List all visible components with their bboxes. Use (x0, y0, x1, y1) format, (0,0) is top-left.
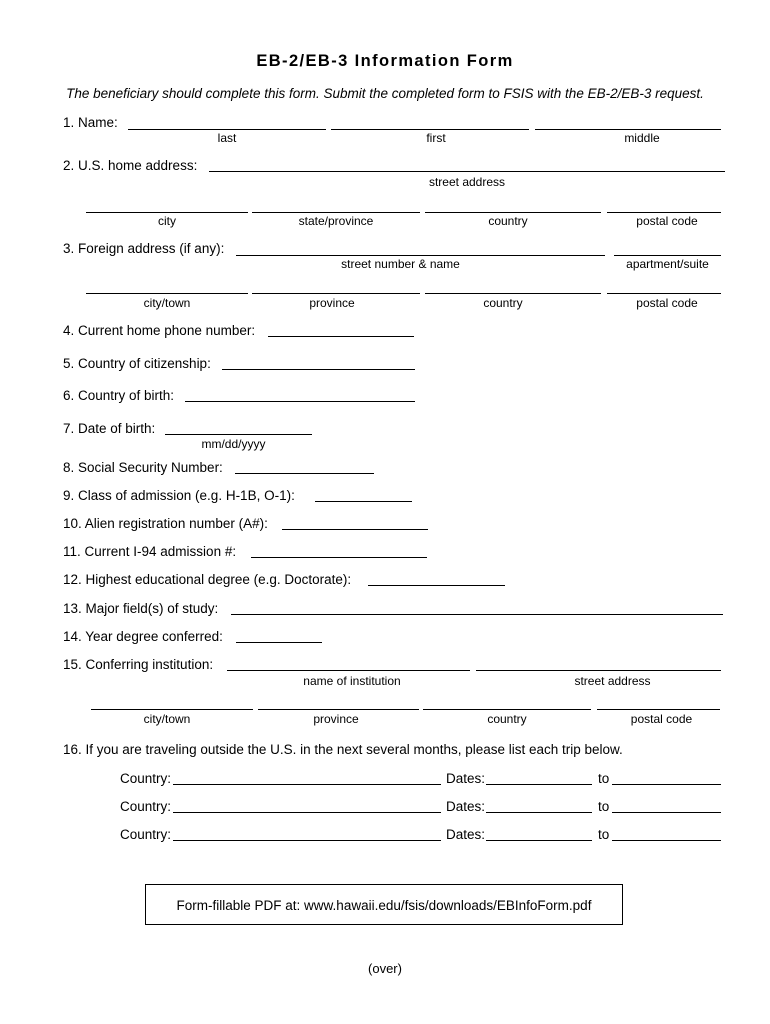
degree-label: 12. Highest educational degree (e.g. Doctorate): (63, 572, 352, 587)
phone-label: 4. Current home phone number: (63, 323, 256, 338)
trip-country-label: Country: (120, 771, 172, 786)
citizenship-label: 5. Country of citizenship: (63, 356, 211, 371)
foreign-country-sublabel: country (483, 296, 523, 310)
first-name-field[interactable] (331, 129, 529, 130)
foreign-province-sublabel: province (309, 296, 355, 310)
major-field[interactable] (231, 614, 723, 615)
dob-field[interactable] (165, 434, 312, 435)
trip-3-dates-to-field[interactable] (612, 840, 721, 841)
institution-postal-sublabel: postal code (630, 712, 693, 726)
birth-country-label: 6. Country of birth: (63, 388, 175, 403)
institution-postal-field[interactable] (597, 709, 720, 710)
ssn-field[interactable] (235, 473, 374, 474)
middle-sublabel: middle (624, 131, 660, 145)
name-label: 1. Name: (63, 115, 118, 130)
us-country-field[interactable] (425, 212, 601, 213)
foreign-city-sublabel: city/town (143, 296, 191, 310)
form-instructions: The beneficiary should complete this form. Submit the completed form to FSIS with the EB-2/EB-3 request. (66, 86, 704, 101)
trip-to-label: to (598, 771, 610, 786)
trip-3-dates-from-field[interactable] (486, 840, 592, 841)
foreign-address-label: 3. Foreign address (if any): (63, 241, 225, 256)
institution-country-sublabel: country (487, 712, 527, 726)
institution-street-field[interactable] (476, 670, 721, 671)
trip-1-dates-to-field[interactable] (612, 784, 721, 785)
class-admission-field[interactable] (315, 501, 412, 502)
institution-city-field[interactable] (91, 709, 253, 710)
trip-3-country-field[interactable] (173, 840, 441, 841)
us-postal-sublabel: postal code (636, 214, 698, 228)
us-city-sublabel: city (158, 214, 176, 228)
birth-country-field[interactable] (185, 401, 415, 402)
trip-dates-label: Dates: (446, 771, 486, 786)
dob-format-sublabel: mm/dd/yyyy (201, 437, 266, 451)
us-street-sublabel: street address (428, 175, 506, 189)
major-label: 13. Major field(s) of study: (63, 601, 219, 616)
trip-dates-label: Dates: (446, 799, 486, 814)
fillable-pdf-box (145, 884, 623, 925)
us-country-sublabel: country (488, 214, 528, 228)
foreign-country-field[interactable] (425, 293, 601, 294)
travel-label: 16. If you are traveling outside the U.S. in the next several months, please list each trip below. (63, 742, 623, 757)
i94-field[interactable] (251, 557, 427, 558)
trip-to-label: to (598, 799, 610, 814)
first-sublabel: first (426, 131, 446, 145)
institution-city-sublabel: city/town (143, 712, 191, 726)
institution-label: 15. Conferring institution: (63, 657, 214, 672)
institution-province-field[interactable] (258, 709, 419, 710)
degree-field[interactable] (368, 585, 505, 586)
last-sublabel: last (217, 131, 237, 145)
dob-label: 7. Date of birth: (63, 421, 156, 436)
ssn-label: 8. Social Security Number: (63, 460, 223, 475)
over-note: (over) (368, 961, 402, 976)
foreign-postal-sublabel: postal code (636, 296, 698, 310)
trip-2-dates-to-field[interactable] (612, 812, 721, 813)
us-street-field[interactable] (209, 171, 725, 172)
trip-1-country-field[interactable] (173, 784, 441, 785)
us-state-sublabel: state/province (298, 214, 374, 228)
class-admission-label: 9. Class of admission (e.g. H-1B, O-1): (63, 488, 295, 503)
phone-field[interactable] (268, 336, 414, 337)
year-conferred-label: 14. Year degree conferred: (63, 629, 223, 644)
year-conferred-field[interactable] (236, 642, 322, 643)
alien-number-label: 10. Alien registration number (A#): (63, 516, 268, 531)
trip-2-dates-from-field[interactable] (486, 812, 592, 813)
trip-to-label: to (598, 827, 610, 842)
fillable-pdf-link[interactable]: Form-fillable PDF at: www.hawaii.edu/fsis/downloads/EBInfoForm.pdf (176, 898, 592, 913)
alien-number-field[interactable] (282, 529, 428, 530)
foreign-apt-sublabel: apartment/suite (626, 257, 709, 271)
trip-country-label: Country: (120, 799, 172, 814)
foreign-province-field[interactable] (252, 293, 420, 294)
foreign-street-field[interactable] (236, 255, 605, 256)
institution-name-sublabel: name of institution (303, 674, 401, 688)
us-state-field[interactable] (252, 212, 420, 213)
institution-country-field[interactable] (423, 709, 591, 710)
trip-country-label: Country: (120, 827, 172, 842)
institution-province-sublabel: province (313, 712, 359, 726)
i94-label: 11. Current I-94 admission #: (63, 544, 237, 559)
trip-1-dates-from-field[interactable] (486, 784, 592, 785)
citizenship-field[interactable] (222, 369, 415, 370)
us-postal-field[interactable] (607, 212, 721, 213)
trip-2-country-field[interactable] (173, 812, 441, 813)
form-title: EB-2/EB-3 Information Form (256, 52, 514, 70)
institution-street-sublabel: street address (574, 674, 651, 688)
us-address-label: 2. U.S. home address: (63, 158, 198, 173)
foreign-postal-field[interactable] (607, 293, 721, 294)
middle-name-field[interactable] (535, 129, 721, 130)
us-city-field[interactable] (86, 212, 248, 213)
foreign-apt-field[interactable] (614, 255, 721, 256)
trip-dates-label: Dates: (446, 827, 486, 842)
foreign-street-sublabel: street number & name (341, 257, 460, 271)
institution-name-field[interactable] (227, 670, 470, 671)
foreign-city-field[interactable] (86, 293, 248, 294)
last-name-field[interactable] (128, 129, 326, 130)
